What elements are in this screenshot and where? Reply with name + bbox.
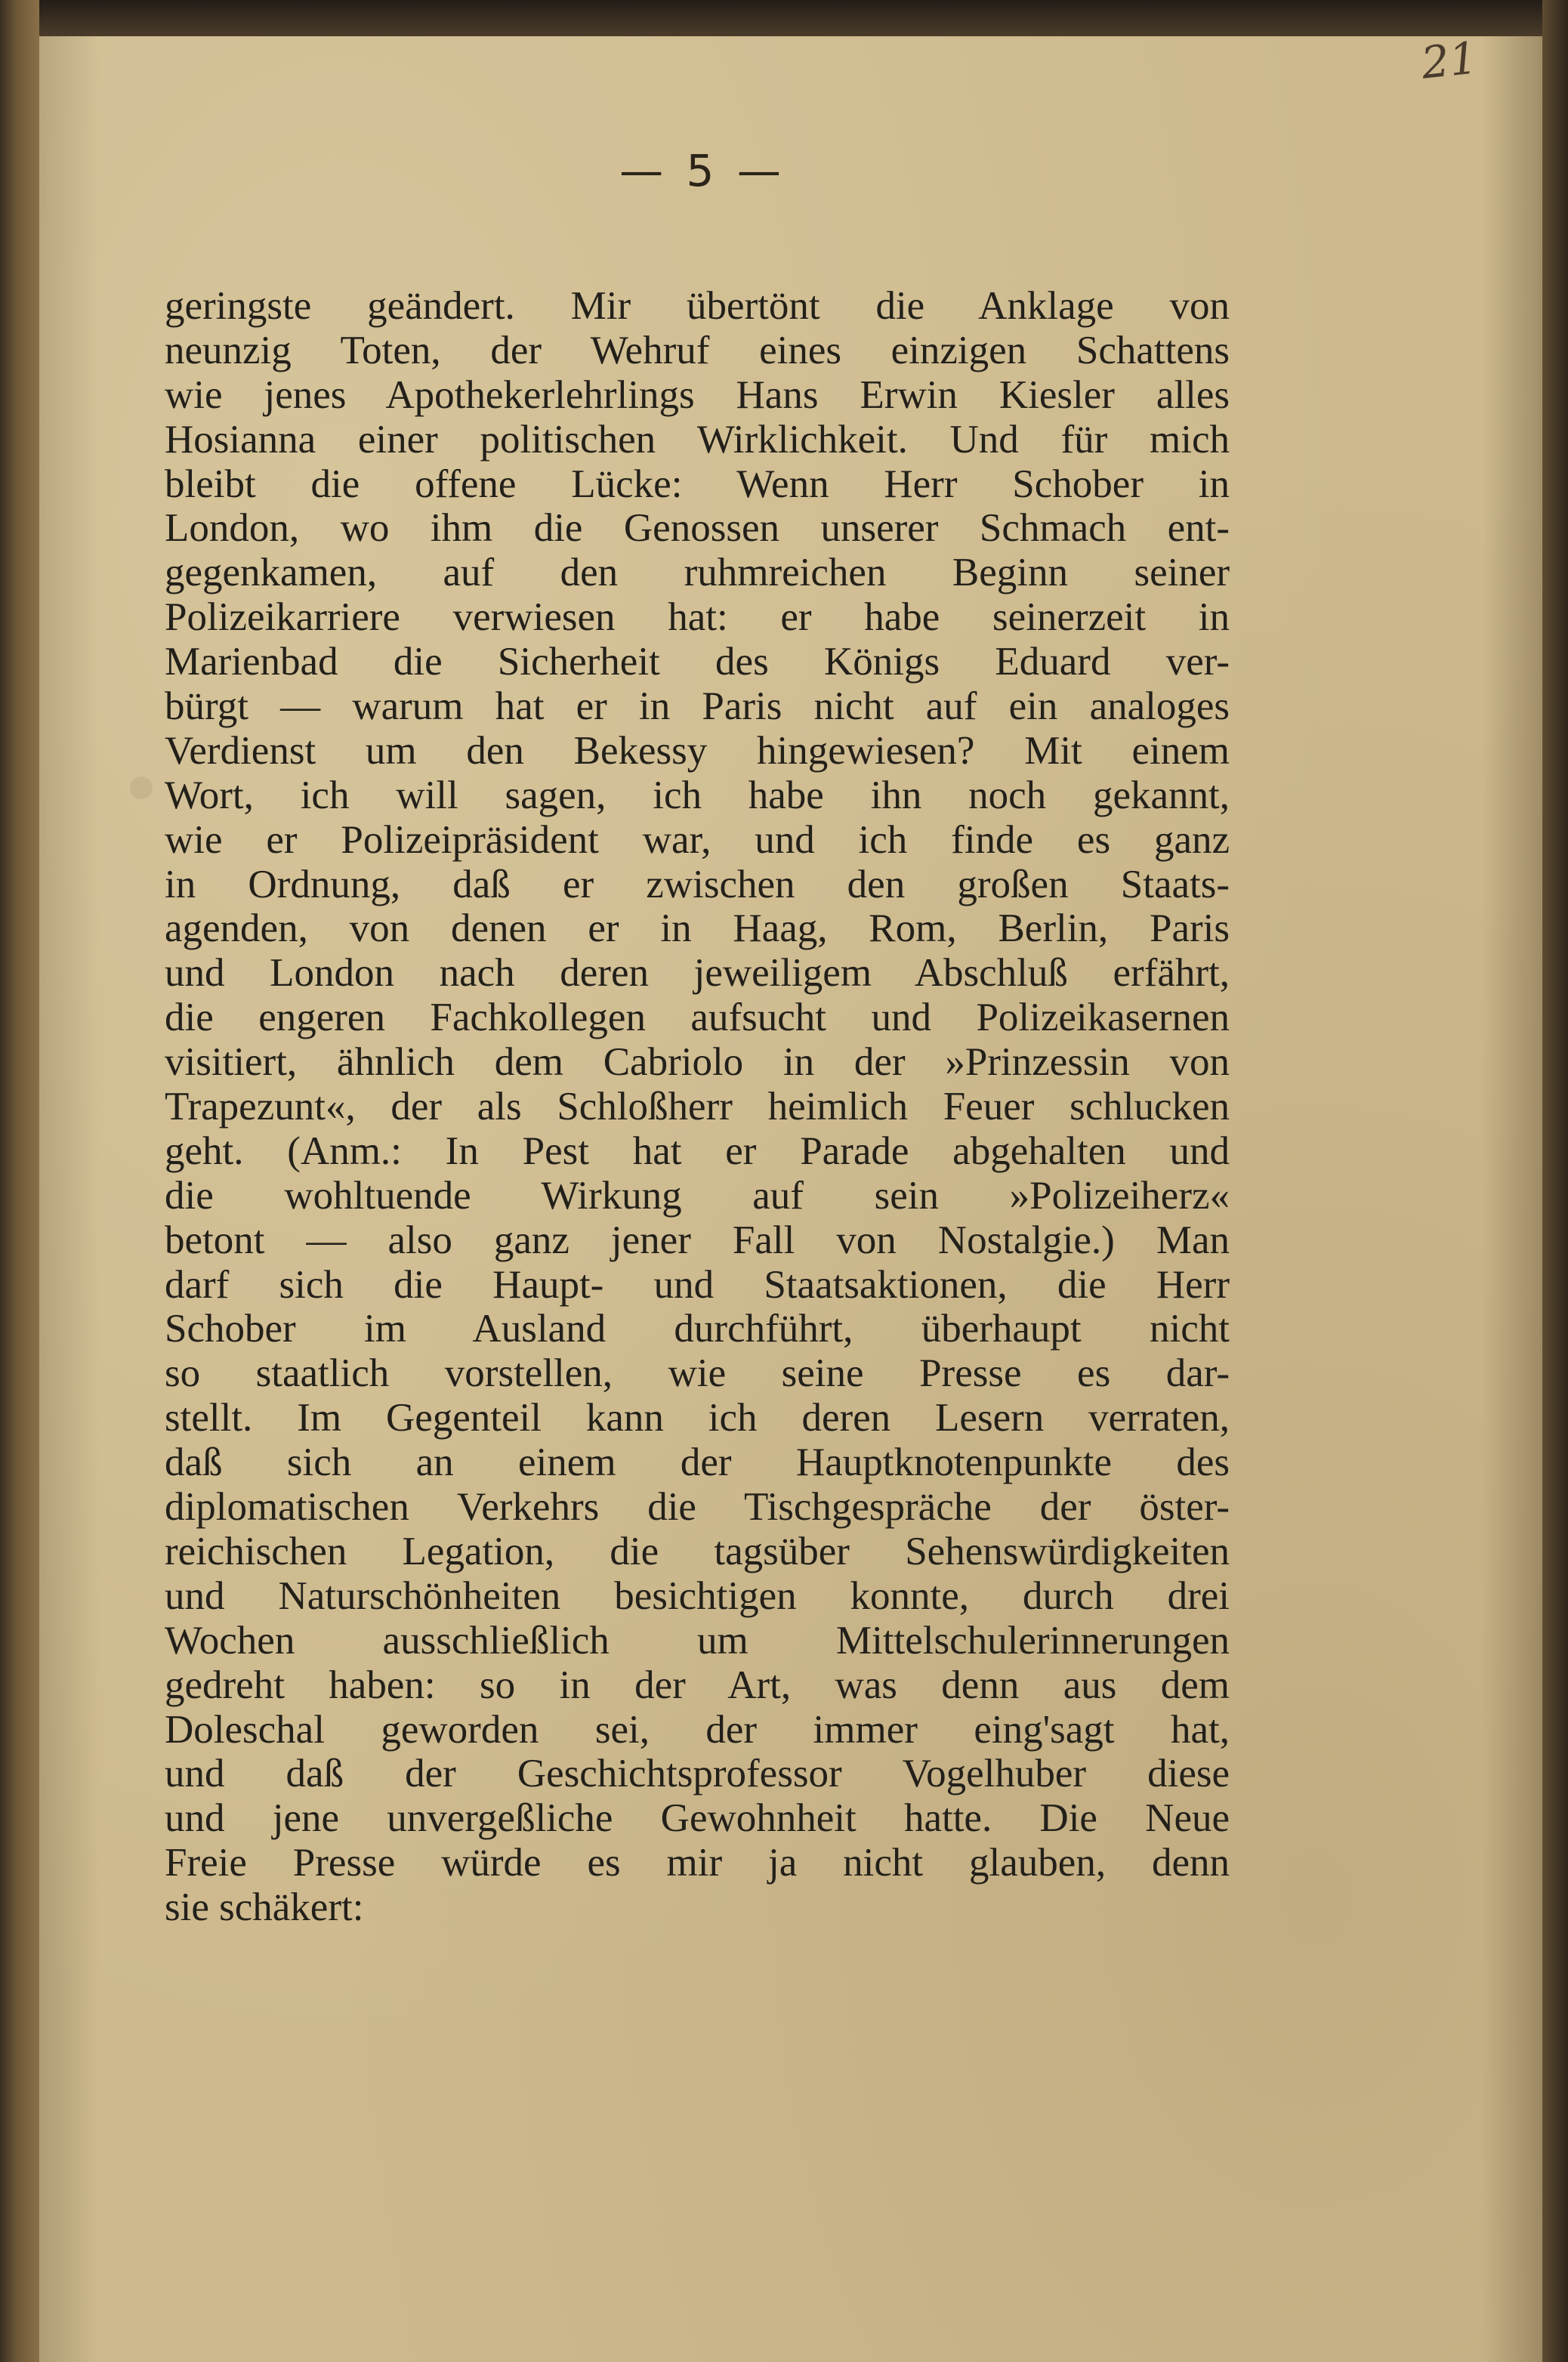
text-line: stellt. Im Gegenteil kann ich deren Lesern verraten,: [165, 1396, 1230, 1440]
text-line: und daß der Geschichtsprofessor Vogelhuber diese: [165, 1752, 1230, 1796]
text-line: Polizeikarriere verwiesen hat: er habe seinerzeit in: [165, 595, 1230, 640]
text-line: Trapezunt«, der als Schloßherr heimlich Feuer schlucken: [165, 1085, 1230, 1129]
paper-spot: [130, 777, 153, 799]
text-line: Doleschal geworden sei, der immer eing'sagt hat,: [165, 1707, 1230, 1752]
text-line: Freie Presse würde es mir ja nicht glauben, denn: [165, 1841, 1230, 1885]
text-line: darf sich die Haupt- und Staatsaktionen, die Herr: [165, 1262, 1230, 1307]
text-line: geringste geändert. Mir übertönt die Anklage von: [165, 284, 1230, 328]
handwritten-folio-number: 21: [1418, 32, 1480, 89]
body-text: [165, 284, 1230, 1930]
text-line: wie jenes Apothekerlehrlings Hans Erwin Kiesler alles: [165, 372, 1230, 417]
scan-top-edge: [0, 0, 1568, 36]
text-line-last: sie schäkert:: [165, 1885, 364, 1930]
text-line: die engeren Fachkollegen aufsucht und Polizeikasernen: [165, 996, 1230, 1040]
text-line: visitiert, ähnlich dem Cabriolo in der »Prinzessin von: [165, 1040, 1230, 1085]
text-line: die wohltuende Wirkung auf sein »Polizeiherz«: [165, 1173, 1230, 1218]
text-line: daß sich an einem der Hauptknotenpunkte des: [165, 1440, 1230, 1485]
text-line: geht. (Anm.: In Pest hat er Parade abgehalten und: [165, 1129, 1230, 1173]
text-line: Schober im Ausland durchführt, überhaupt nicht: [165, 1307, 1230, 1351]
text-line: Marienbad die Sicherheit des Königs Eduard ver-: [165, 640, 1230, 684]
text-line: und London nach deren jeweiligem Abschluß erfährt,: [165, 951, 1230, 996]
text-line: in Ordnung, daß er zwischen den großen Staats-: [165, 862, 1230, 906]
text-line: wie er Polizeipräsident war, und ich finde es ganz: [165, 817, 1230, 862]
text-line: Wochen ausschließlich um Mittelschulerinnerungen: [165, 1618, 1230, 1663]
scan-right-edge: [1542, 0, 1568, 2362]
text-line: bleibt die offene Lücke: Wenn Herr Schober in: [165, 462, 1230, 506]
text-line: Wort, ich will sagen, ich habe ihn noch gekannt,: [165, 773, 1230, 817]
text-line: so staatlich vorstellen, wie seine Presse es dar-: [165, 1351, 1230, 1396]
text-line: betont — also ganz jener Fall von Nostalgie.) Man: [165, 1218, 1230, 1262]
text-line: Verdienst um den Bekessy hingewiesen? Mit einem: [165, 728, 1230, 773]
text-line: reichischen Legation, die tagsüber Sehenswürdigkeiten: [165, 1529, 1230, 1573]
text-line: neunzig Toten, der Wehruf eines einzigen Schattens: [165, 328, 1230, 372]
text-line: und Naturschönheiten besichtigen konnte, durch drei: [165, 1573, 1230, 1618]
text-line: diplomatischen Verkehrs die Tischgespräche der öster-: [165, 1485, 1230, 1530]
text-line: bürgt — warum hat er in Paris nicht auf ein analoges: [165, 684, 1230, 729]
text-line: gedreht haben: so in der Art, was denn aus dem: [165, 1663, 1230, 1707]
text-line: und jene unvergeßliche Gewohnheit hatte. Die Neue: [165, 1796, 1230, 1841]
text-line: London, wo ihm die Genossen unserer Schmach ent-: [165, 506, 1230, 551]
text-line: gegenkamen, auf den ruhmreichen Beginn seiner: [165, 551, 1230, 595]
text-line: agenden, von denen er in Haag, Rom, Berlin, Paris: [165, 906, 1230, 951]
book-spine: [0, 0, 39, 2362]
page-number: — 5 —: [619, 145, 786, 196]
text-line: Hosianna einer politischen Wirklichkeit. Und für mich: [165, 417, 1230, 462]
